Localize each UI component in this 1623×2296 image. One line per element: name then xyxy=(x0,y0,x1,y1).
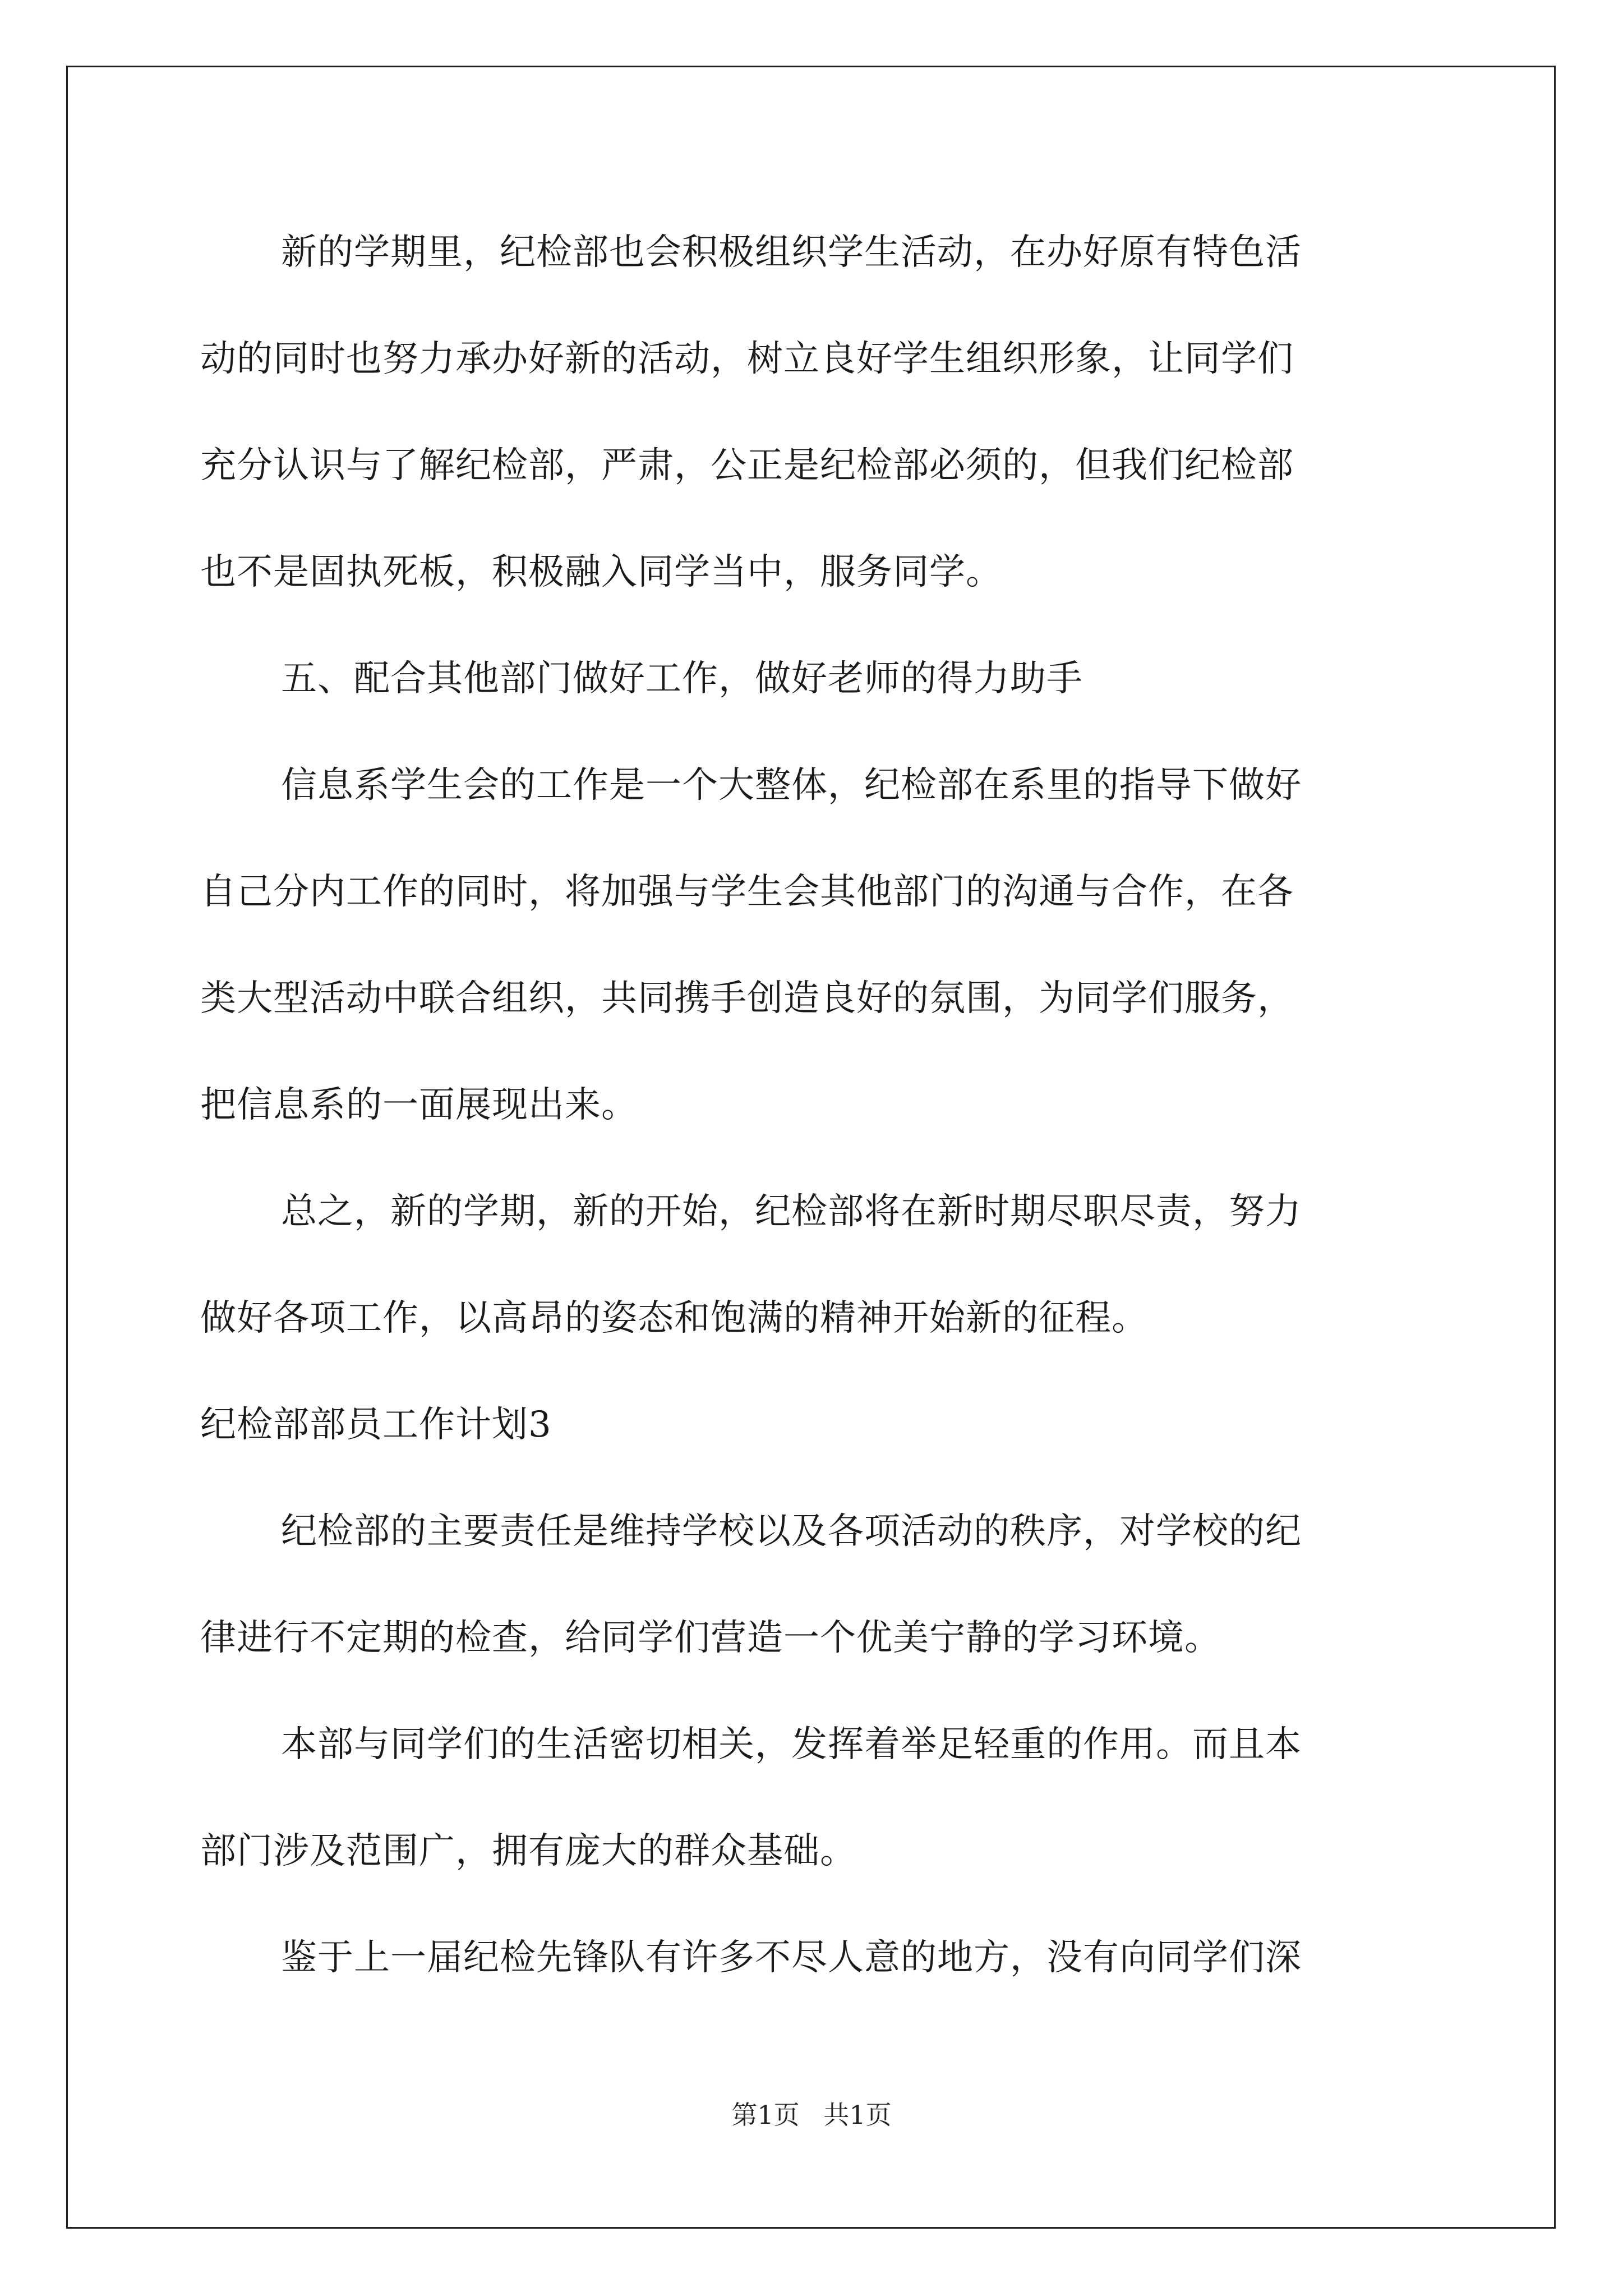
page-number-total: 共1页 xyxy=(823,2100,892,2130)
paragraph-line: 总之，新的学期，新的开始，纪检部将在新时期尽职尽责，努力 xyxy=(281,1191,1302,1232)
paragraph-line: 做好各项工作，以高昂的姿态和饱满的精神开始新的征程。 xyxy=(200,1297,1148,1339)
paragraph-line: 新的学期里，纪检部也会积极组织学生活动，在办好原有特色活 xyxy=(281,232,1302,273)
section-heading-line: 五、配合其他部门做好工作，做好老师的得力助手 xyxy=(281,658,1083,700)
paragraph-line: 动的同时也努力承办好新的活动，树立良好学生组织形象，让同学们 xyxy=(200,338,1294,380)
paragraph-line: 部门涉及范围广，拥有庞大的群众基础。 xyxy=(200,1830,856,1872)
page-footer xyxy=(0,2098,1623,2132)
page-border xyxy=(66,66,1556,2229)
paragraph-line: 本部与同学们的生活密切相关，发挥着举足轻重的作用。而且本 xyxy=(281,1724,1302,1765)
paragraph-line: 把信息系的一面展现出来。 xyxy=(200,1084,638,1126)
paragraph-line: 自己分内工作的同时，将加强与学生会其他部门的沟通与合作，在各 xyxy=(200,871,1294,913)
paragraph-line: 鉴于上一届纪检先锋队有许多不尽人意的地方，没有向同学们深 xyxy=(281,1937,1302,1978)
paragraph-line: 类大型活动中联合组织，共同携手创造良好的氛围，为同学们服务， xyxy=(200,978,1294,1019)
paragraph-line: 纪检部的主要责任是维持学校以及各项活动的秩序，对学校的纪 xyxy=(281,1511,1302,1552)
paragraph-line: 律进行不定期的检查，给同学们营造一个优美宁静的学习环境。 xyxy=(200,1617,1221,1659)
paragraph-line: 信息系学生会的工作是一个大整体，纪检部在系里的指导下做好 xyxy=(281,765,1302,806)
paragraph-line: 也不是固执死板，积极融入同学当中，服务同学。 xyxy=(200,551,1002,593)
section-title: 纪检部部员工作计划3 xyxy=(200,1404,552,1446)
paragraph-line: 充分认识与了解纪检部，严肃，公正是纪检部必须的，但我们纪检部 xyxy=(200,445,1294,486)
page-number-current: 第1页 xyxy=(731,2100,800,2130)
